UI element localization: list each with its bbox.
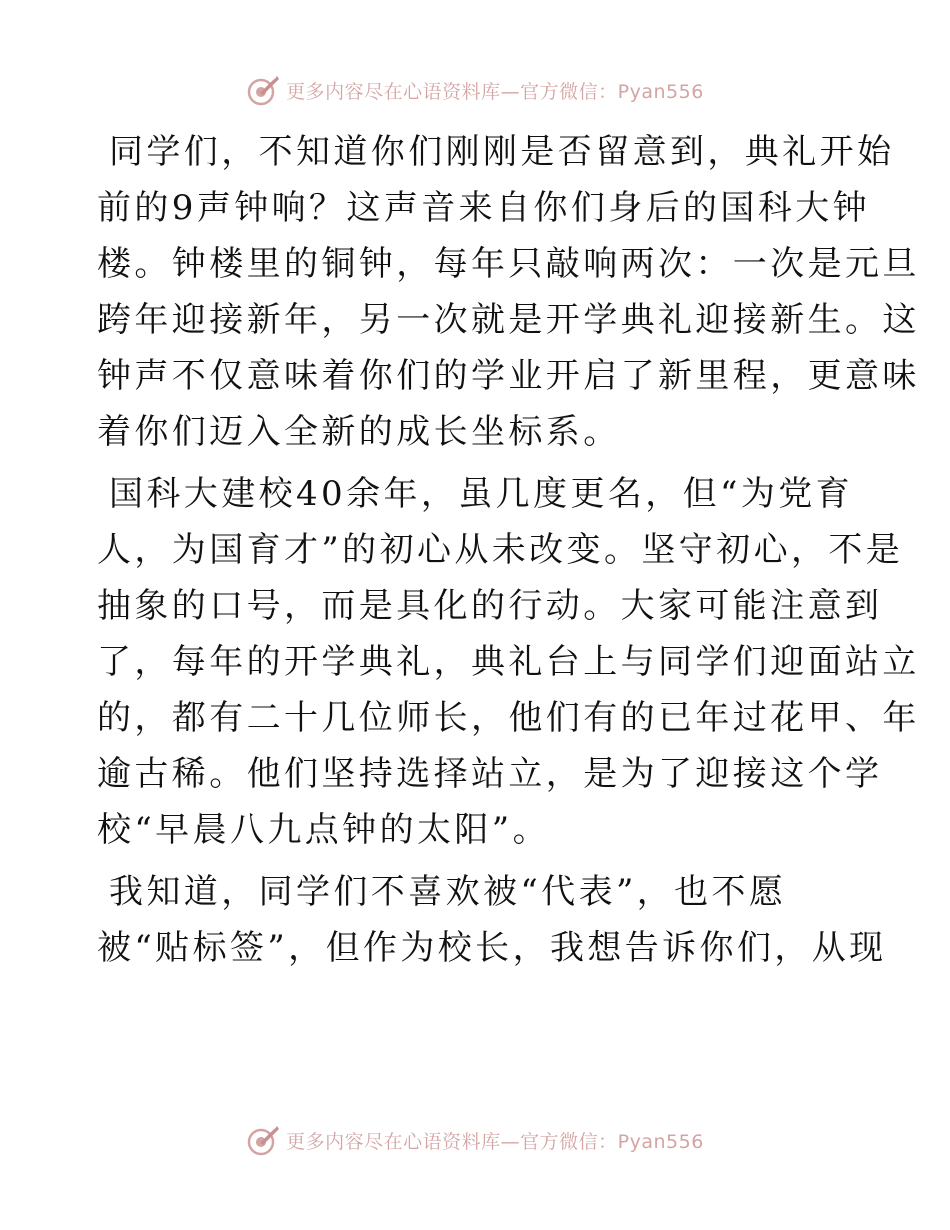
text-line: 国科大建校40余年，虽几度更名，但“为党育 xyxy=(109,474,854,514)
text-line: 前的9声钟响？这声音来自你们身后的国科大钟 xyxy=(97,188,871,228)
text-line: 楼。钟楼里的铜钟，每年只敲响两次：一次是元旦 xyxy=(97,244,920,284)
paragraph-3 xyxy=(97,864,887,976)
text-line: 着你们迈入全新的成长坐标系。 xyxy=(97,412,621,452)
quill-seal-icon xyxy=(246,73,280,107)
text-line: 我知道，同学们不喜欢被“代表”，也不愿 xyxy=(109,872,787,912)
text-line: 校“早晨八九点钟的太阳”。 xyxy=(97,810,550,850)
text-line: 人，为国育才”的初心从未改变。坚守初心，不是 xyxy=(97,530,904,570)
text-line: 钟声不仅意味着你们的学业开启了新里程，更意味 xyxy=(97,356,920,396)
text-line: 同学们，不知道你们刚刚是否留意到，典礼开始 xyxy=(109,132,895,172)
quill-seal-icon xyxy=(246,1123,280,1157)
footer-watermark-banner xyxy=(0,1118,950,1162)
text-line: 跨年迎接新年，另一次就是开学典礼迎接新生。这 xyxy=(97,300,920,340)
text-line: 被“贴标签”，但作为校长，我想告诉你们，从现 xyxy=(97,928,887,968)
header-watermark-banner xyxy=(0,68,950,112)
document-body xyxy=(97,124,920,982)
header-banner-text: 更多内容尽在心语资料库—官方微信：Pyan556 xyxy=(286,80,704,103)
text-line: 了，每年的开学典礼，典礼台上与同学们迎面站立 xyxy=(97,642,920,682)
text-line: 抽象的口号，而是具化的行动。大家可能注意到 xyxy=(97,586,883,626)
text-line: 逾古稀。他们坚持选择站立，是为了迎接这个学 xyxy=(97,754,883,794)
footer-banner-text: 更多内容尽在心语资料库—官方微信：Pyan556 xyxy=(286,1130,704,1153)
paragraph-2 xyxy=(97,466,920,858)
text-line: 的，都有二十几位师长，他们有的已年过花甲、年 xyxy=(97,698,920,738)
paragraph-1 xyxy=(97,124,920,460)
